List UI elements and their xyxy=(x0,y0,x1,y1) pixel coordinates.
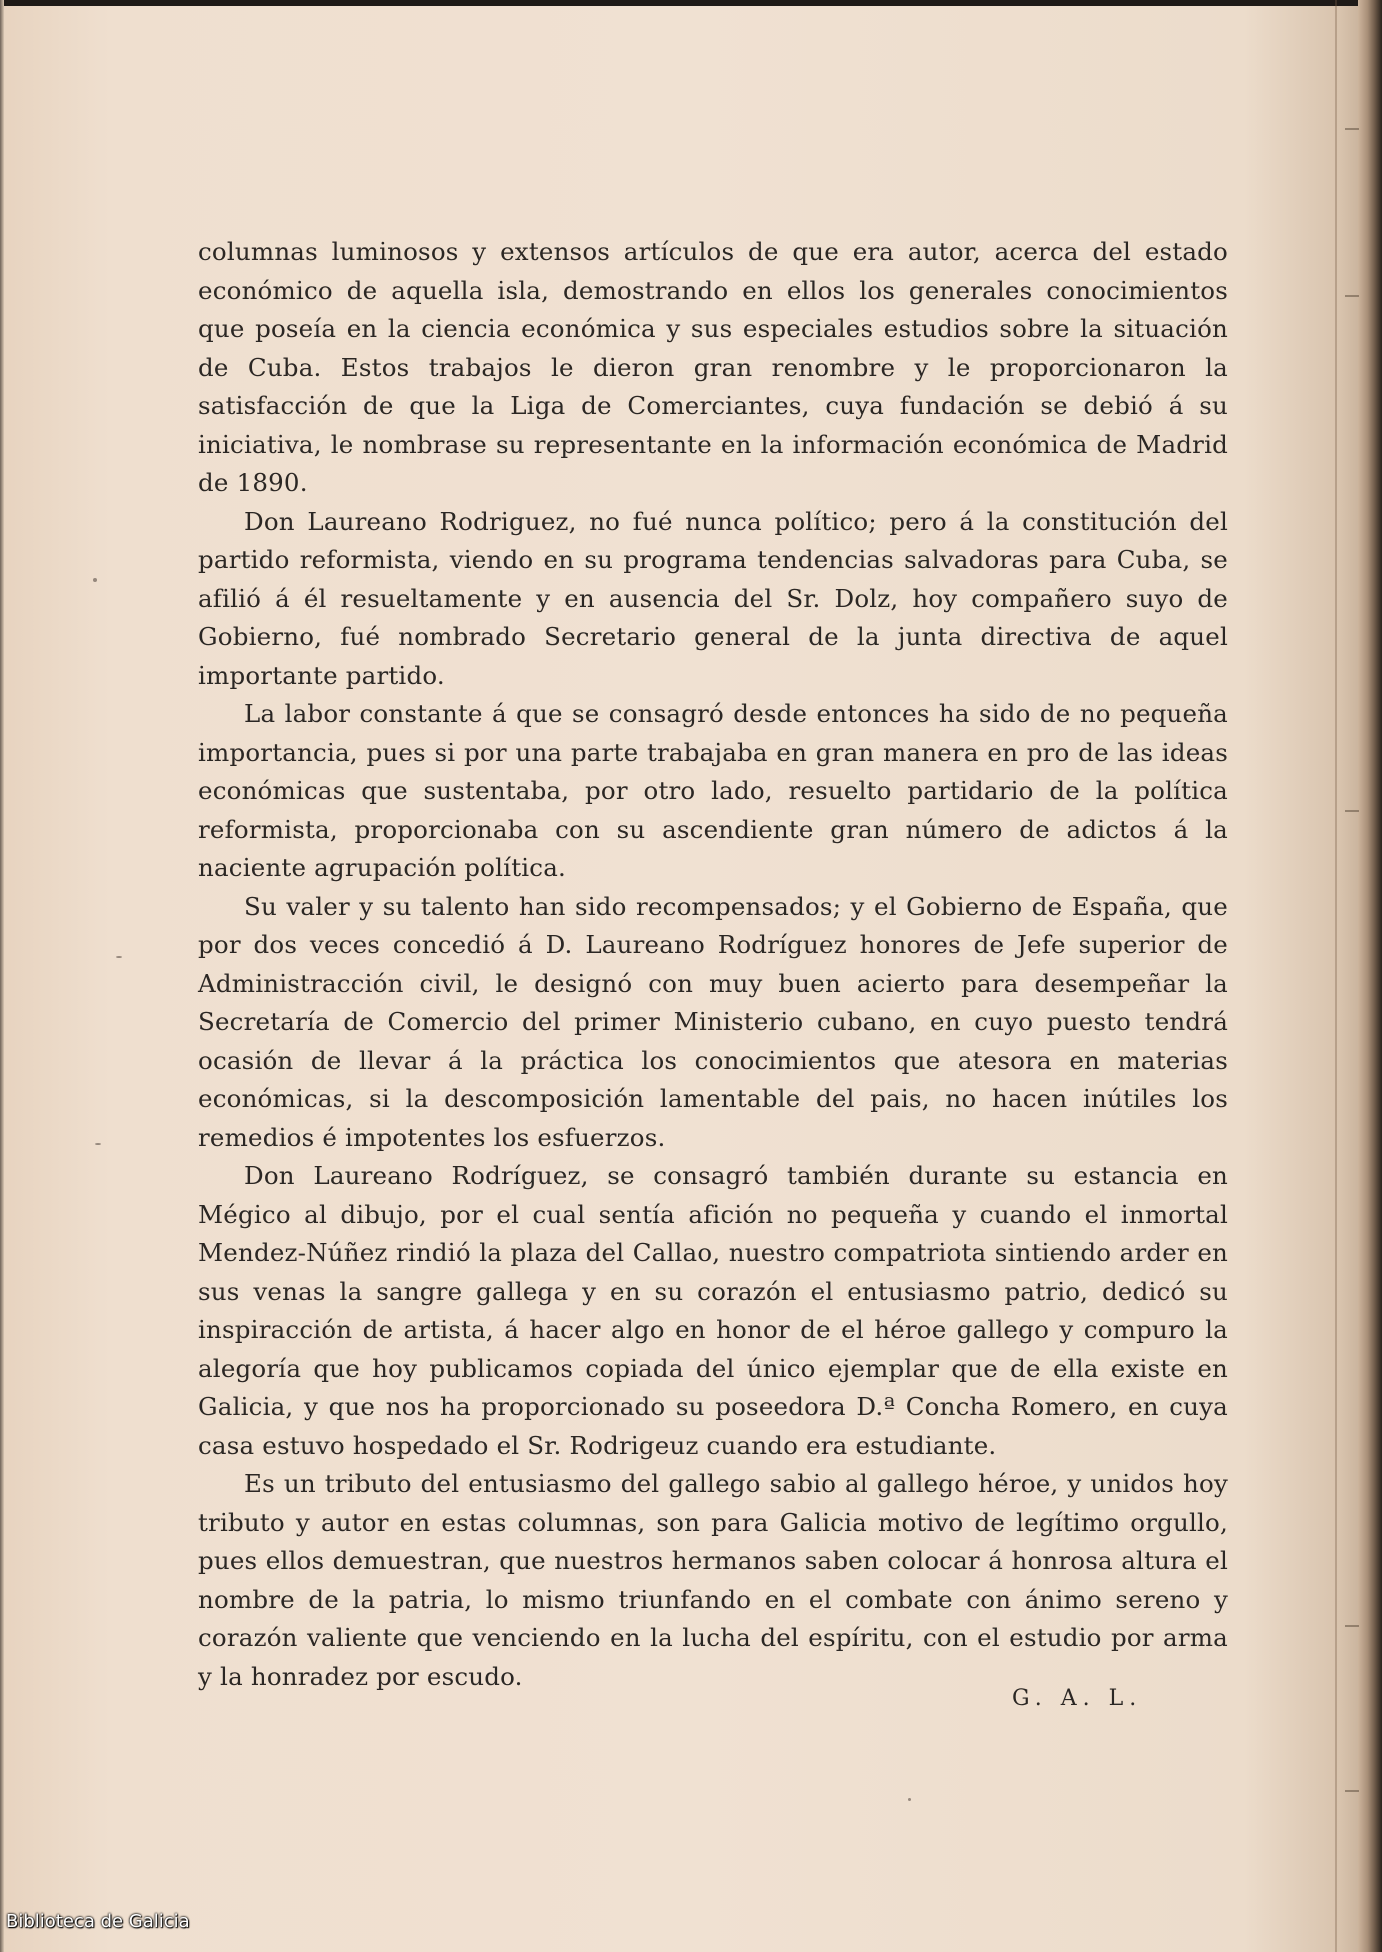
paragraph: Su valer y su talento han sido recompensados; y el Gobierno de España, que por dos veces concedió á D. Laureano Rodríguez honores de Jefe superior de Administracción civil, le designó con muy buen acierto para desempeñar la Secretaría de Comercio del primer Ministerio cubano, en cuyo puesto tendrá ocasión de llevar á la práctica los conocimientos que atesora en materias económicas, si la descomposición lamentable del pais, no hacen inútiles los remedios é impotentes los esfuerzos. xyxy=(198,891,1228,1152)
binding-mark xyxy=(1345,295,1359,297)
paper-speck xyxy=(908,1798,911,1801)
paper-speck xyxy=(93,578,97,582)
page-fold-line xyxy=(1335,0,1337,1952)
paper-speck xyxy=(95,1143,101,1145)
binding-mark xyxy=(1345,810,1359,812)
binding-mark xyxy=(1345,128,1359,130)
paragraph: Don Laureano Rodriguez, no fué nunca político; pero á la constitución del partido reformista, viendo en su programa tendencias salvadoras para Cuba, se afilió á él resueltamente y en ausencia del Sr. Dolz, hoy compañero suyo de Gobierno, fué nombrado Secretario general de la junta directiva de aquel importante partido. xyxy=(198,506,1228,690)
page-top-edge xyxy=(0,0,1382,6)
page-left-edge xyxy=(0,0,4,1952)
paragraph: La labor constante á que se consagró desde entonces ha sido de no pequeña importancia, pues si por una parte trabajaba en gran manera en pro de las ideas económicas que sustentaba, por otro lado, resuelto partidario de la política reformista, proporcionaba con su ascendiente gran número de adictos á la naciente agrupación política. xyxy=(198,699,1228,882)
article-body xyxy=(198,233,1228,1696)
book-binding-edge xyxy=(1358,0,1382,1952)
paper-speck xyxy=(116,956,122,958)
paragraph: Es un tributo del entusiasmo del gallego sabio al gallego héroe, y unidos hoy tributo y autor en estas columnas, son para Galicia motivo de legítimo orgullo, pues ellos demuestran, que nuestros hermanos saben colocar á honrosa altura el nombre de la patria, lo mismo triunfando en el combate con ánimo sereno y corazón valiente que venciendo en la lucha del espíritu, con el estudio por arma y la honradez por escudo. xyxy=(198,1469,1228,1691)
author-signature: G. A. L. xyxy=(1012,1686,1143,1711)
binding-mark xyxy=(1345,1625,1359,1627)
paragraph: columnas luminosos y extensos artículos de que era autor, acerca del estado económico de aquella isla, demostrando en ellos los generales conocimientos que poseía en la ciencia económica y sus especiales estudios sobre la situación de Cuba. Estos trabajos le dieron gran renombre y le proporcionaron la satisfacción de que la Liga de Comerciantes, cuya fundación se debió á su iniciativa, le nombrase su representante en la información económica de Madrid de 1890. xyxy=(198,237,1228,497)
binding-mark xyxy=(1345,1790,1359,1792)
paragraph: Don Laureano Rodríguez, se consagró también durante su estancia en Mégico al dibujo, por el cual sentía afición no pequeña y cuando el inmortal Mendez-Núñez rindió la plaza del Callao, nuestro compatriota sintiendo arder en sus venas la sangre gallega y en su corazón el entusiasmo patrio, dedicó su inspiracción de artista, á hacer algo en honor de el héroe gallego y compuro la alegoría que hoy publicamos copiada del único ejemplar que de ella existe en Galicia, y que nos ha proporcionado su poseedora D.ª Concha Romero, en cuya casa estuvo hospedado el Sr. Rodrigeuz cuando era estudiante. xyxy=(198,1161,1228,1460)
library-watermark: Biblioteca de Galicia xyxy=(6,1911,190,1932)
